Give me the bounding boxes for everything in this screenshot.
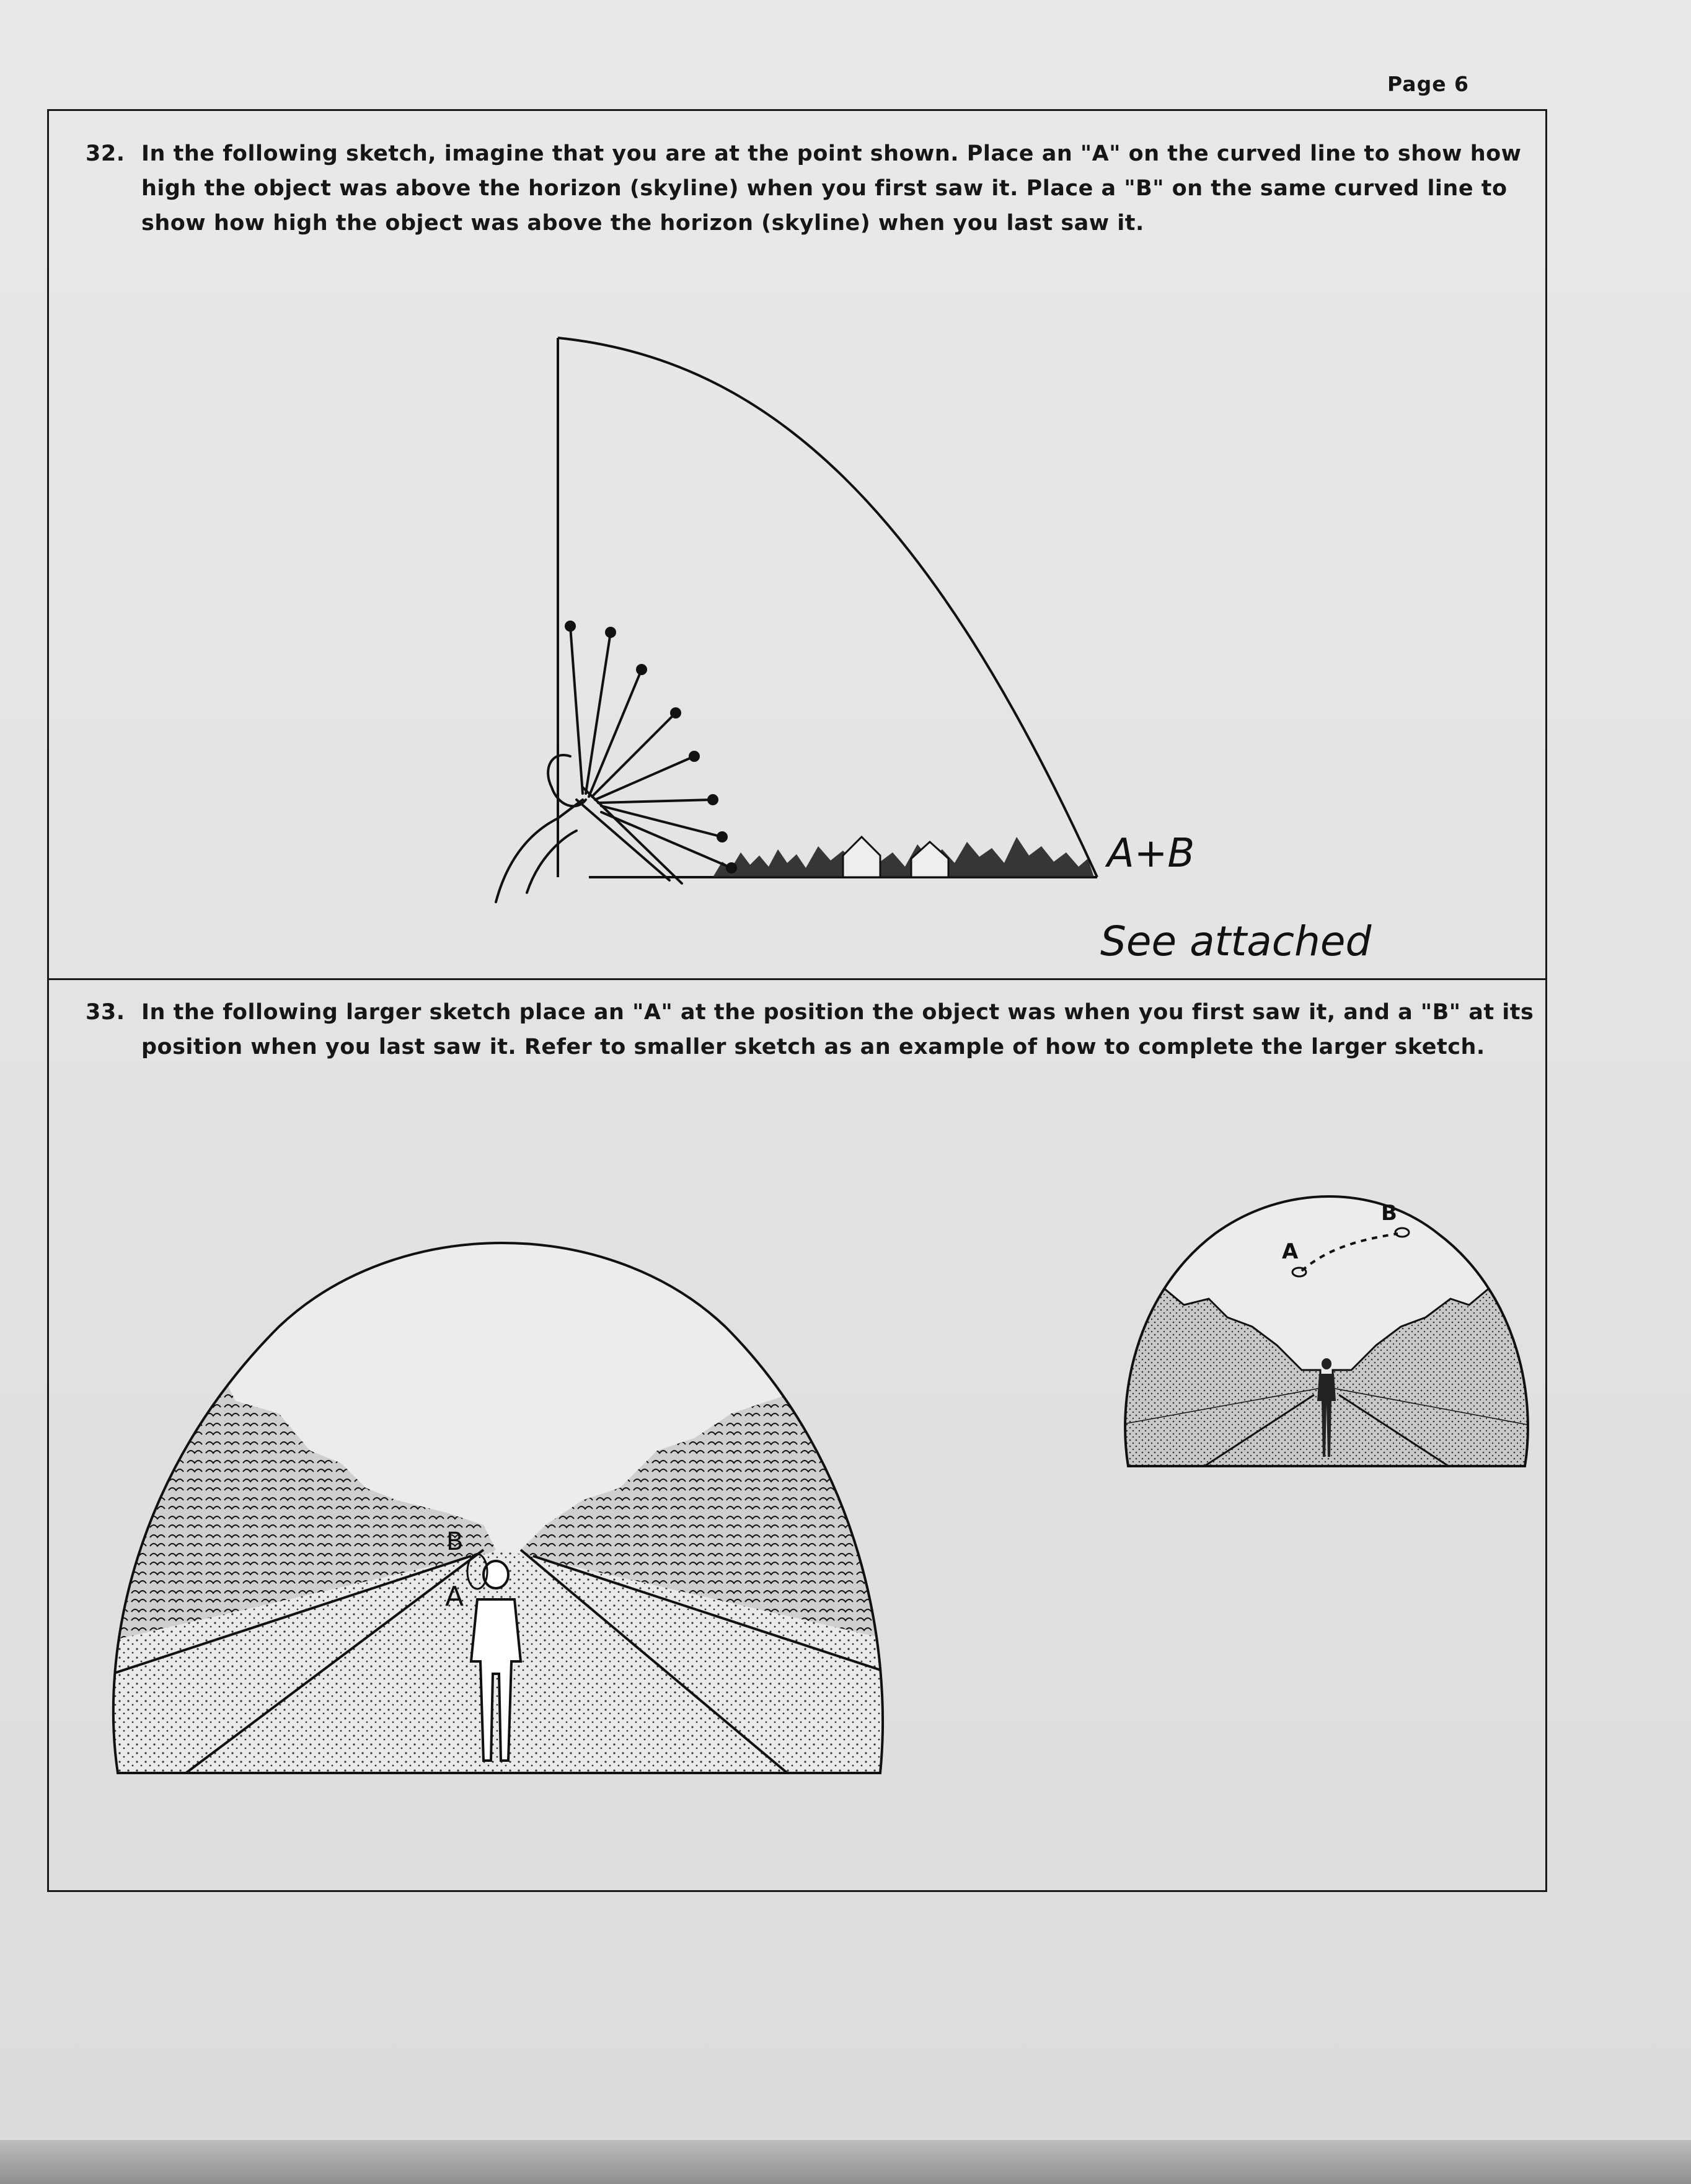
question-33-text: In the following larger sketch place an "A" at the position the object was when you first saw it, and a "B" at its position when you last saw it. Refer to smaller sketch as an example of how to complete the larger sketch. xyxy=(141,1000,1534,1059)
question-32-text: In the following sketch, imagine that you are at the point shown. Place an "A" on the curved line to show how high the object was above the horizon (skyline) when you first saw it. Place a "B" on the same curved line to show how high the object was above the horizon (skyline) when you last saw it. xyxy=(141,141,1522,236)
sky-arc-curve xyxy=(558,338,1097,877)
question-33-number: 33. xyxy=(86,1000,125,1025)
sky-arc-sketch xyxy=(483,322,1122,917)
example-sketch xyxy=(1116,1165,1531,1475)
example-mark-b: B xyxy=(1381,1201,1397,1226)
handwritten-see-attached: See attached xyxy=(1100,917,1372,965)
handwritten-answer-ab: A+B xyxy=(1107,831,1195,877)
example-mark-a: A xyxy=(1282,1239,1299,1264)
large-sketch-mark-b: B xyxy=(446,1527,464,1556)
page-number: Page 6 xyxy=(1387,72,1470,96)
large-sketch-mark-a: A xyxy=(445,1581,464,1612)
question-32-number: 32. xyxy=(86,141,125,166)
pointing-hands xyxy=(570,626,731,868)
skyline-trees xyxy=(713,837,1094,877)
scan-bottom-edge xyxy=(0,2140,1691,2184)
pointing-fingertips xyxy=(565,621,737,873)
large-street-sketch xyxy=(74,1178,930,1785)
question-divider xyxy=(47,978,1547,980)
